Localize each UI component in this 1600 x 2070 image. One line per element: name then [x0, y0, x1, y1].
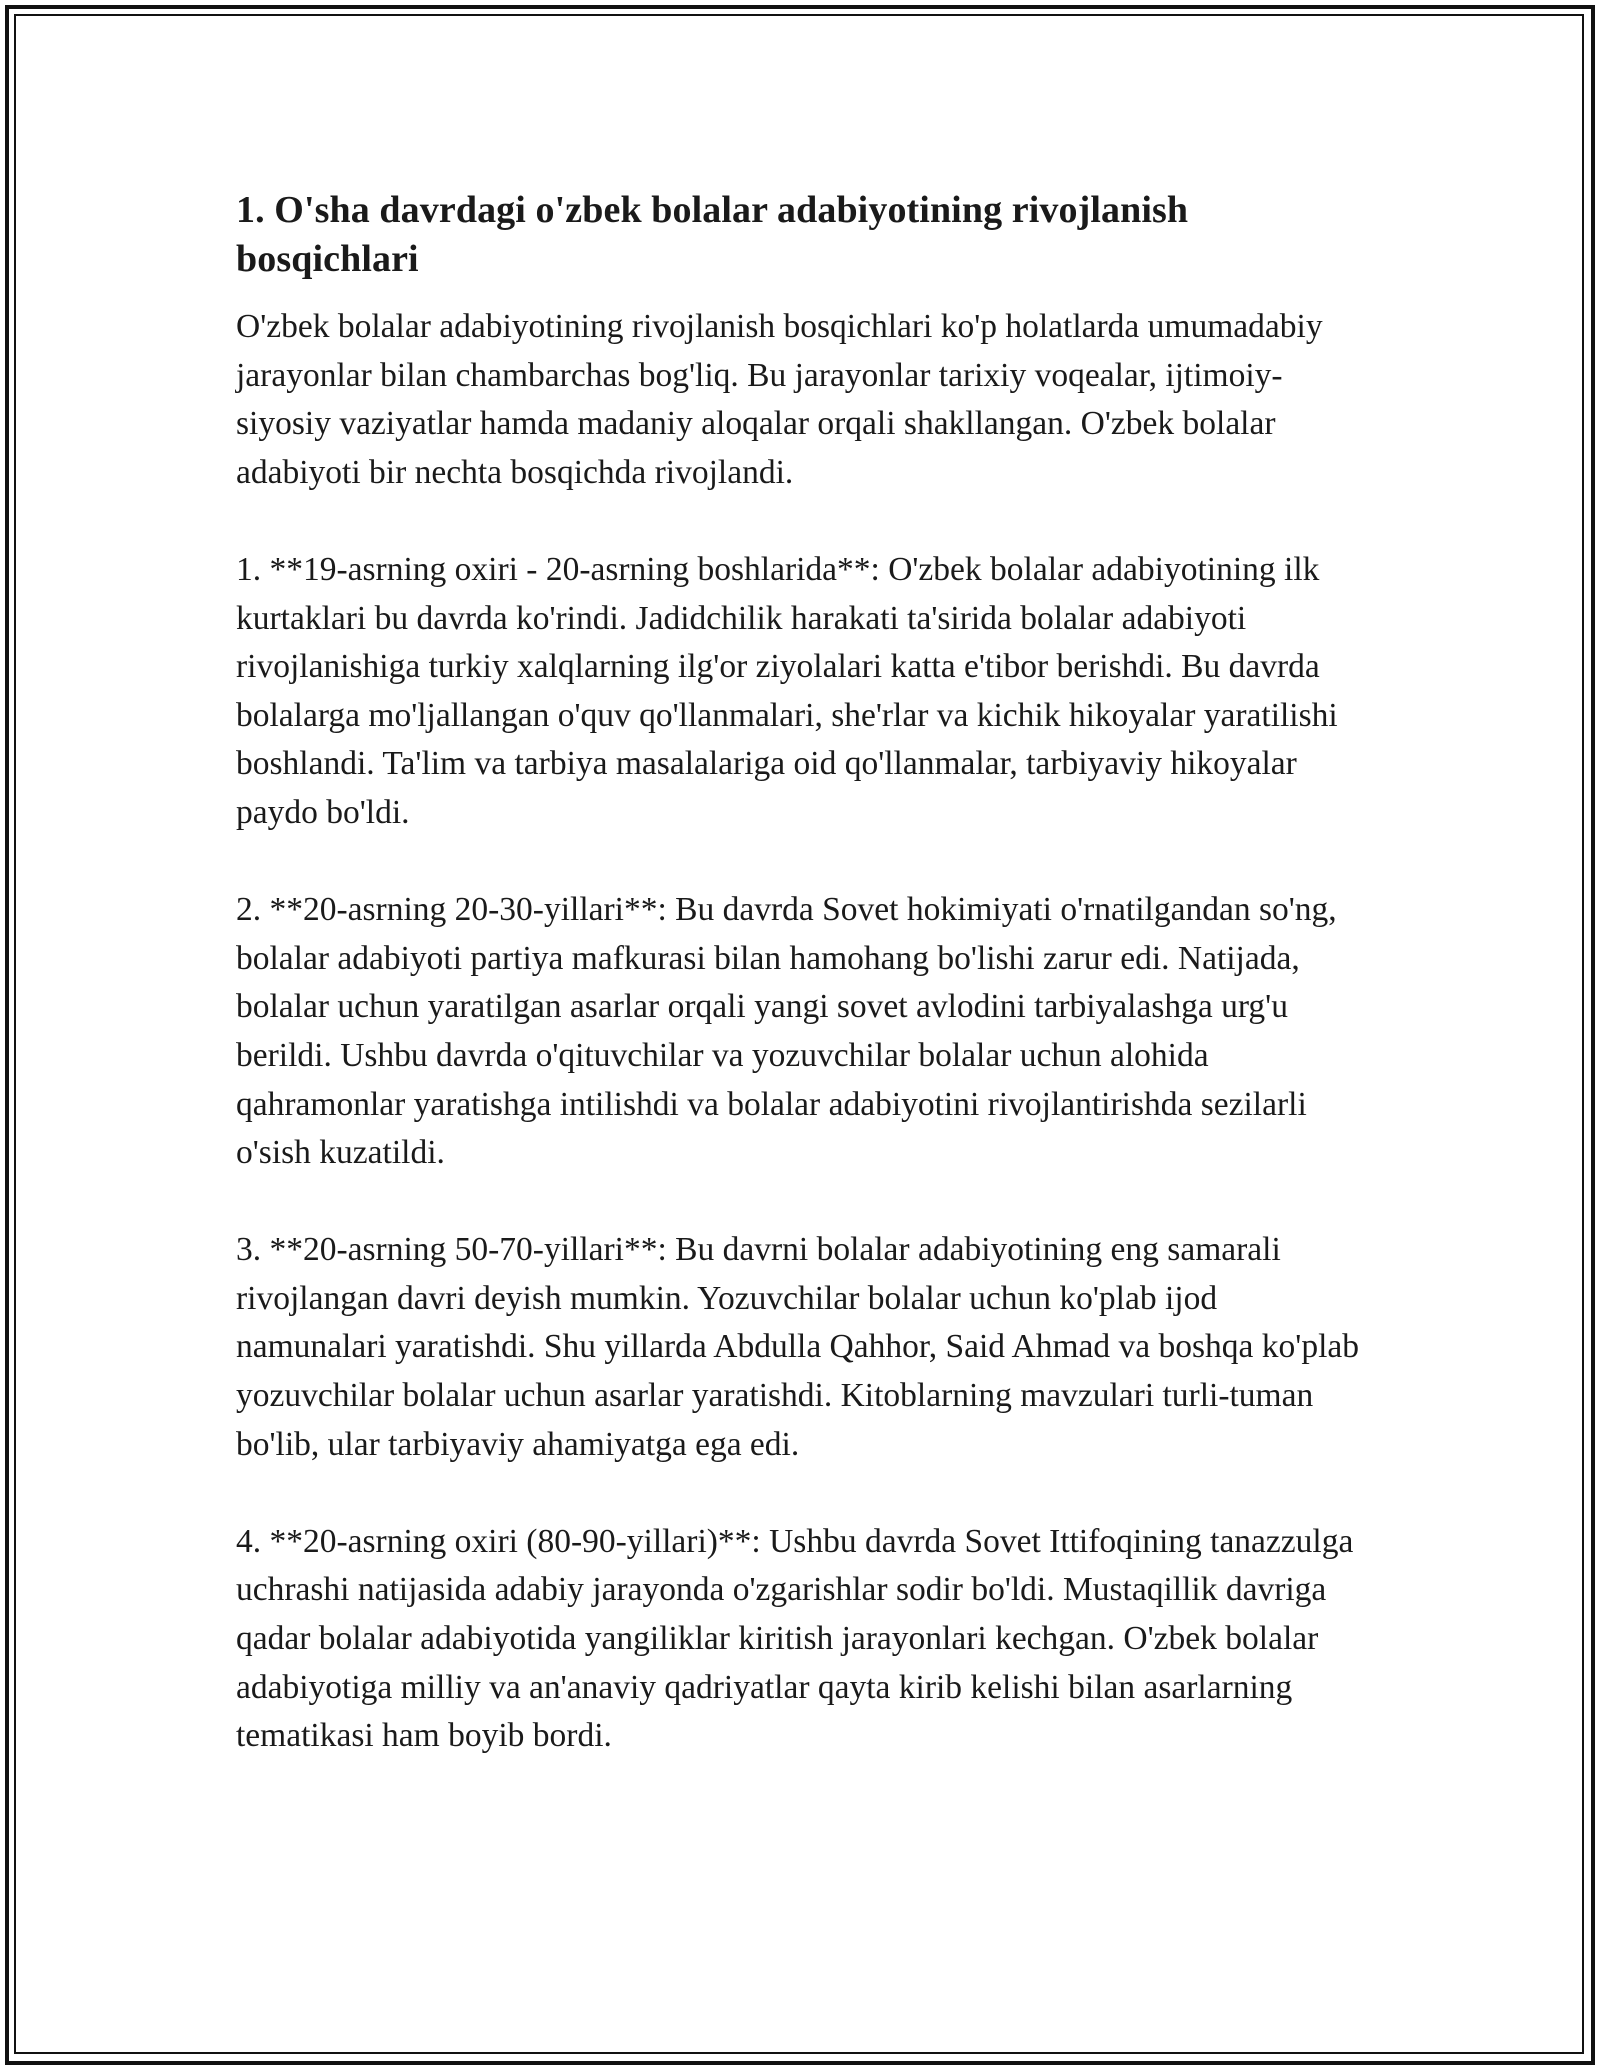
section-paragraph-1: 1. **19-asrning oxiri - 20-asrning boshlarida**: O'zbek bolalar adabiyotining ilk kurtaklari bu davrda ko'rindi. Jadidchilik harakati ta'sirida bolalar adabiyoti rivojlanishiga turkiy xalqlarning ilg'or ziyolalari katta e'tibor berishdi. Bu davrda bolalarga mo'ljallangan o'quv qo'llanmalari, she'rlar va kichik hikoyalar yaratilishi boshlandi. Ta'lim va tarbiya masalalariga oid qo'llanmalar, tarbiyaviy hikoyalar paydo bo'ldi.: [236, 550, 1338, 831]
document-body: [236, 186, 1366, 1761]
section-paragraph-3: 3. **20-asrning 50-70-yillari**: Bu davrni bolalar adabiyotining eng samarali rivojlangan davri deyish mumkin. Yozuvchilar bolalar uchun ko'plab ijod namunalari yaratishdi. Shu yillarda Abdulla Qahhor, Said Ahmad va boshqa ko'plab yozuvchilar bolalar uchun asarlar yaratishdi. Kitoblarning mavzulari turli-tuman bo'lib, ular tarbiyaviy ahamiyatga ega edi.: [236, 1231, 1360, 1463]
section-paragraph-4: 4. **20-asrning oxiri (80-90-yillari)**: Ushbu davrda Sovet Ittifoqining tanazzulga uchrashi natijasida adabiy jarayonda o'zgarishlar sodir bo'ldi. Mustaqillik davriga qadar bolalar adabiyotida yangiliklar kiritish jarayonlari kechgan. O'zbek bolalar adabiyotiga milliy va an'anaviy qadriyatlar qayta kirib kelishi bilan asarlarning tematikasi ham boyib bordi.: [236, 1522, 1354, 1755]
intro-paragraph: O'zbek bolalar adabiyotining rivojlanish bosqichlari ko'p holatlarda umumadabiy jarayonlar bilan chambarchas bog'liq. Bu jarayonlar tarixiy voqealar, ijtimoiy-siyosiy vaziyatlar hamda madaniy aloqalar orqali shakllangan. O'zbek bolalar adabiyoti bir nechta bosqichda rivojlandi.: [236, 308, 1323, 491]
section-paragraph-2: 2. **20-asrning 20-30-yillari**: Bu davrda Sovet hokimiyati o'rnatilgandan so'ng, bolalar adabiyoti partiya mafkurasi bilan hamohang bo'lishi zarur edi. Natijada, bolalar uchun yaratilgan asarlar orqali yangi sovet avlodini tarbiyalashga urg'u berildi. Ushbu davrda o'qituvchilar va yozuvchilar bolalar uchun alohida qahramonlar yaratishga intilishdi va bolalar adabiyotini rivojlantirishda sezilarli o'sish kuzatildi.: [236, 891, 1337, 1172]
document-title: 1. O'sha davrdagi o'zbek bolalar adabiyotining rivojlanish bosqichlari: [236, 189, 1189, 280]
